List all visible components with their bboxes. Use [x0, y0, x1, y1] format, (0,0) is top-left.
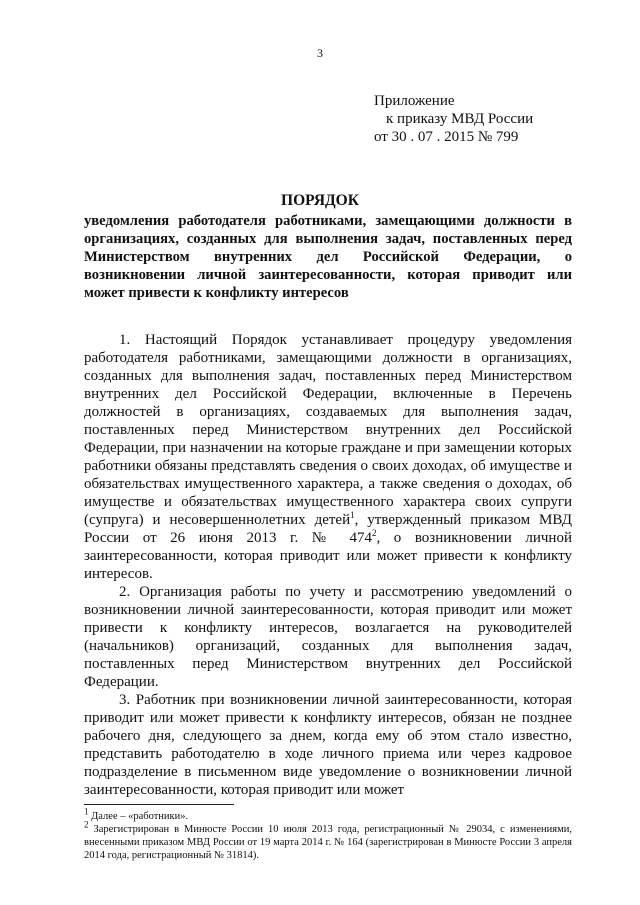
paragraph-1-text-c: , о возникновении личной заинтересованности, которая приводит или может привести к конфликту интересов.	[84, 530, 572, 582]
paragraph-1-text-b: , утвержденный приказом МВД России от 26 июня 2013 г. № 474	[84, 512, 572, 546]
footnotes	[84, 806, 572, 862]
footnote-2-mark: 2	[84, 819, 89, 830]
footnote-2-text: Зарегистрирован в Минюсте России 10 июля 2013 года, регистрационный № 29034, с изменениями, внесенными приказом МВД России от 19 марта 2014 г. № 164 (зарегистрирован в Минюсте России 3 апреля 2014 года, регистрационный № 31814).	[84, 824, 572, 861]
paragraph-3: 3. Работник при возникновении личной заинтересованности, которая приводит или может привести к конфликту интересов, обязан не позднее рабочего дня, следующего за днем, когда ему об этом стало известно, представить работодателю в ходе личного приема или через кадровое подразделение в письменном виде уведомление о возникновении личной заинтересованности, которая приводит или может	[84, 692, 572, 798]
document-title: ПОРЯДОК	[281, 192, 359, 209]
footnote-1-text: Далее – «работники».	[88, 811, 189, 822]
appendix-header	[374, 92, 533, 146]
footnote-2	[84, 819, 572, 862]
paragraph-1-text-a: 1. Настоящий Порядок устанавливает процедуру уведомления работодателя работниками, замещающими должности в организациях, созданных для выполнения задач, поставленных перед Министерством внутренних дел Российской Федерации, включенные в Перечень должностей в организациях, создаваемых для выполнения задач, поставленных перед Министерством внутренних дел Российской Федерации, при назначении на которые граждане и при замещении которых работники обязаны представлять сведения о своих доходах, об имуществе и обязательствах имущественного характера, а также сведения о доходах, об имуществе и обязательствах имущественного характера своих супруги (супруга) и несовершеннолетних детей	[84, 332, 572, 528]
appendix-line-2: к приказу МВД России	[386, 111, 534, 127]
page-number: 3	[317, 46, 323, 60]
footnote-ref-1: 1	[350, 510, 355, 520]
document-body	[84, 331, 572, 799]
footnote-ref-2: 2	[371, 528, 377, 538]
appendix-line-1: Приложение	[374, 93, 455, 109]
footnote-1-mark: 1	[84, 806, 89, 817]
appendix-line-3: от 30 . 07 . 2015 № 799	[374, 129, 519, 145]
document-subtitle: уведомления работодателя работниками, замещающими должности в организациях, созданных для выполнения задач, поставленных перед Министерством внутренних дел Российской Федерации, о возникновении личной заинтересованности, которая приводит или может привести к конфликту интересов	[84, 213, 572, 301]
footnote-divider	[84, 804, 234, 805]
paragraph-1	[84, 331, 572, 583]
footnote-1	[84, 806, 572, 823]
paragraph-2: 2. Организация работы по учету и рассмотрению уведомлений о возникновении личной заинтересованности, которая приводит или может привести к конфликту интересов, возлагается на руководителей (начальников) организаций, созданных для выполнения задач, поставленных перед Министерством внутренних дел Российской Федерации.	[84, 584, 572, 690]
